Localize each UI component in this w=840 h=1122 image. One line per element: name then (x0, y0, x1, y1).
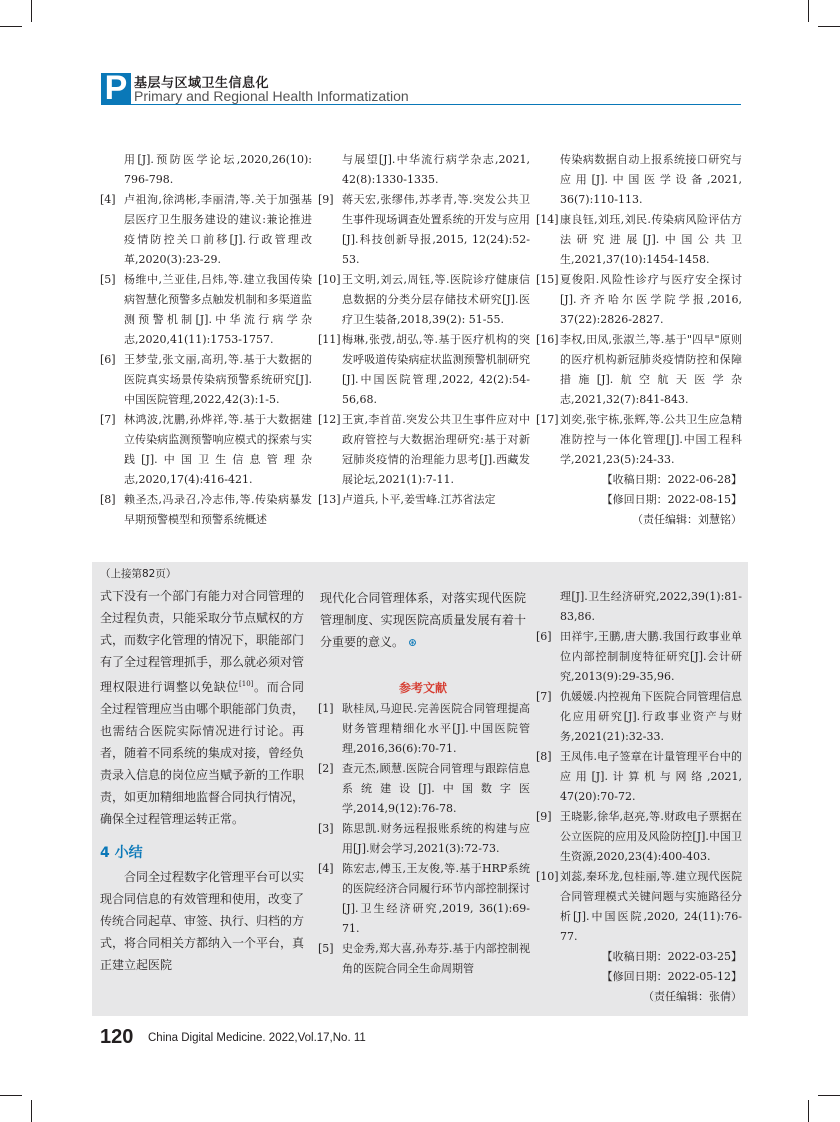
reference-text: 夏俊阳.风险性诊疗与医疗安全探讨[J].齐齐哈尔医学院学报,2016, 37(22):2826-2827. (560, 273, 742, 326)
reference-item: 理[J].卫生经济研究,2022,39(1):81-83,86. (560, 590, 742, 623)
continued-note: （上接第82页） (100, 568, 177, 580)
reference-text: 耿桂凤,马迎民.完善医院合同管理提高财务管理精细化水平[J].中国医院管理,2016,36(6):70-71. (342, 702, 530, 755)
crop-mark (808, 1100, 809, 1122)
citation-mark: [10] (239, 680, 254, 688)
reference-text: 林鸿波,沈鹏,孙烨祥,等.基于大数据建立传染病监测预警响应模式的探索与实践[J].中国卫生信息管理杂志,2020,17(4):416-421. (124, 413, 312, 486)
paragraph-text: 现代化合同管理体系，对落实现代医院管理制度、实现医院高质量发展有着十分重要的意义。 (320, 591, 526, 649)
band-refs-col2 (318, 699, 530, 979)
reference-number: [16] (536, 333, 559, 346)
reference-number: [7] (536, 690, 552, 703)
reference-number: [1] (318, 702, 334, 715)
reference-number: [9] (318, 193, 334, 206)
reference-text: 田祥宇,王鹏,唐大鹏.我国行政事业单位内部控制制度特征研究[J].会计研究,2013(9):29-35,96. (560, 630, 742, 683)
top-refs-col3-list (536, 150, 742, 470)
crop-mark (818, 1095, 840, 1096)
received-date: 【收稿日期：2022-03-25】 (601, 950, 742, 963)
reference-item (318, 330, 530, 410)
responsible-editor: （责任编辑：刘慧铭） (632, 513, 742, 526)
reference-number: [4] (100, 193, 116, 206)
received-date: 【收稿日期：2022-06-28】 (601, 473, 742, 486)
reference-item (318, 410, 530, 490)
reference-item (318, 490, 530, 510)
top-refs-col2 (318, 150, 530, 510)
reference-text: 王晓影,徐华,赵亮,等.财政电子票据在公立医院的应用及风险防控[J].中国卫生资源,2020,23(4):400-403. (560, 810, 742, 863)
paragraph-text: 式下没有一个部门有能力对合同管理的全过程负责，只能采取分节点赋权的方式，而数字化管理的情况下，职能部门有了全过程管理抓手，那么就必须对管理权限进行调整以免缺位 (100, 589, 305, 694)
reference-text: 刘奕,张宇栋,张辉,等.公共卫生应急精准防控与一体化管理[J].中国工程科学,2021,23(5):24-33. (560, 413, 742, 466)
reference-text: 杨维中,兰亚佳,吕炜,等.建立我国传染病智慧化预警多点触发机制和多渠道监测预警机制[J].中华流行病学杂志,2020,41(11):1753-1757. (124, 273, 312, 346)
reference-item: 传染病数据自动上报系统接口研究与应用[J].中国医学设备,2021, 36(7):110-113. (560, 153, 742, 206)
crop-mark (808, 0, 809, 22)
reference-item (536, 627, 742, 687)
reference-number: [14] (536, 213, 559, 226)
reference-item (100, 490, 312, 530)
paragraph-text: 。而合同全过程管理应当由哪个职能部门负责，也需结合医院实际情况进行讨论。再者，随着不同系统的集成对接，曾经负责录入信息的岗位应当赋予新的工作职责，如更加精细地监督合同执行情况，确保全过程管理运转正常。 (100, 680, 305, 826)
reference-text: 王文明,刘云,周钰,等.医院诊疗健康信息数据的分类分层存储技术研究[J].医疗卫生装备,2018,39(2): 51-55. (342, 273, 530, 326)
reference-item (318, 859, 530, 939)
reference-item (100, 270, 312, 350)
revised-date: 【修回日期：2022-05-12】 (601, 970, 742, 983)
reference-number: [10] (318, 273, 341, 286)
reference-item (536, 270, 742, 330)
reference-number: [8] (536, 750, 552, 763)
reference-item (100, 190, 312, 270)
reference-text: 赖圣杰,冯录召,冷志伟,等.传染病暴发早期预警模型和预警系统概述 (124, 493, 312, 526)
body-column-left (100, 585, 304, 976)
journal-citation: China Digital Medicine. 2022,Vol.17,No. 11 (148, 1032, 366, 1044)
reference-number: [15] (536, 273, 559, 286)
reference-item (536, 747, 742, 807)
reference-text: 陈思凯.财务远程报账系统的构建与应用[J].财会学习,2021(3):72-73. (342, 822, 530, 855)
reference-text: 刘蕊,秦环龙,包桂丽,等.建立现代医院合同管理模式关键问题与实施路径分析[J].中国医院,2020, 24(11):76-77. (560, 870, 742, 943)
reference-number: [3] (318, 822, 334, 835)
reference-number: [11] (318, 333, 341, 346)
page-number: 120 (100, 1026, 134, 1048)
reference-item (318, 270, 530, 330)
reference-item (318, 759, 530, 819)
reference-text: 陈宏志,傅玉,王友俊,等.基于HRP系统的医院经济合同履行环节内部控制探讨[J].卫生经济研究,2019, 36(1):69-71. (342, 862, 530, 935)
reference-number: [5] (318, 942, 334, 955)
reference-text: 王寅,李首苗.突发公共卫生事件应对中政府管控与大数据治理研究:基于对新冠肺炎疫情的治理能力思考[J].西藏发展论坛,2021(1):7-11. (342, 413, 530, 486)
reference-number: [9] (536, 810, 552, 823)
crop-mark (31, 1100, 32, 1122)
reference-number: [7] (100, 413, 116, 426)
reference-item (318, 939, 530, 979)
reference-text: 李权,田凤,张淑兰,等.基于"四早"原则的医疗机构新冠肺炎疫情防控和保障措施[J].航空航天医学杂志,2021,32(7):841-843. (560, 333, 742, 406)
reference-text: 史金秀,郑大喜,孙寿芬.基于内部控制视角的医院合同全生命周期管 (342, 942, 530, 975)
reference-item (100, 350, 312, 410)
section-heading: 4 小结 (100, 845, 143, 861)
crop-mark (0, 1095, 22, 1096)
revised-date: 【修回日期：2022-08-15】 (601, 493, 742, 506)
reference-number: [5] (100, 273, 116, 286)
reference-number: [4] (318, 862, 334, 875)
crop-mark (31, 0, 32, 22)
responsible-editor: （责任编辑：张倩） (643, 990, 742, 1003)
reference-number: [2] (318, 762, 334, 775)
reference-number: [10] (536, 870, 559, 883)
reference-item (318, 699, 530, 759)
reference-item (100, 410, 312, 490)
reference-item (536, 410, 742, 470)
logo-letter: P (104, 69, 128, 107)
reference-item (318, 190, 530, 270)
band-refs-col3-list (536, 587, 742, 947)
reference-item (536, 210, 742, 270)
reference-item (318, 819, 530, 859)
reference-number: [13] (318, 493, 341, 506)
reference-number: [6] (536, 630, 552, 643)
reference-item (536, 807, 742, 867)
header-rule (131, 104, 741, 105)
reference-text: 蒋天宏,张缪伟,苏孝青,等.突发公共卫生事件现场调查处置系统的开发与应用[J].科技创新导报,2015, 12(24):52-53. (342, 193, 530, 266)
reference-number: [8] (100, 493, 116, 506)
reference-item (536, 687, 742, 747)
reference-item: 用[J].预防医学论坛,2020,26(10): 796-798. (124, 153, 312, 186)
reference-text: 康良钰,刘珏,刘民.传染病风险评估方法研究进展[J].中国公共卫生,2021,37(10):1454-1458. (560, 213, 742, 266)
reference-text: 王凤伟.电子签章在计量管理平台中的应用[J].计算机与网络,2021, 47(20):70-72. (560, 750, 742, 803)
reference-text: 卢道兵,卜平,姜雪峰.江苏省法定 (342, 493, 496, 506)
reference-item (536, 330, 742, 410)
summary-paragraph: 合同全过程数字化管理平台可以实现合同信息的有效管理和使用，改变了传统合同起草、审签、执行、归档的方式，将合同相关方都纳入一个平台，真正建立起医院 (100, 870, 305, 972)
body-column-mid (320, 587, 526, 654)
reference-item: 与展望[J].中华流行病学杂志,2021, 42(8):1330-1335. (342, 153, 530, 186)
reference-number: [17] (536, 413, 559, 426)
reference-number: [12] (318, 413, 341, 426)
band-refs-col3 (536, 587, 742, 1007)
crop-mark (818, 26, 840, 27)
crop-mark (0, 26, 22, 27)
reference-text: 仇媛媛.内控视角下医院合同管理信息化应用研究[J].行政事业资产与财务,2021(21):32-33. (560, 690, 742, 743)
end-of-article-icon: ⊛ (407, 636, 418, 649)
reference-text: 梅琳,张弢,胡弘,等.基于医疗机构的突发呼吸道传染病症状监测预警机制研究[J].中国医院管理,2022, 42(2):54-56,68. (342, 333, 530, 406)
reference-item (536, 867, 742, 947)
reference-text: 王梦莹,张文丽,高玥,等.基于大数据的医院真实场景传染病预警系统研究[J].中国医院管理,2022,42(3):1-5. (124, 353, 312, 406)
reference-text: 卢祖洵,徐鸿彬,李丽清,等.关于加强基层医疗卫生服务建设的建议:兼论推进疫情防控关口前移[J].行政管理改革,2020(3):23-29. (124, 193, 312, 266)
section-title-cn: 基层与区域卫生信息化 (134, 76, 270, 91)
top-refs-col1 (100, 150, 312, 530)
section-title-en: Primary and Regional Health Informatization (134, 88, 409, 104)
top-refs-col3 (536, 150, 742, 530)
references-heading: 参考文献 (398, 681, 447, 695)
reference-text: 查元杰,顾慧.医院合同管理与跟踪信息系统建设[J].中国数字医学,2014,9(12):76-78. (342, 762, 530, 815)
reference-number: [6] (100, 353, 116, 366)
body-paragraph (100, 585, 304, 830)
